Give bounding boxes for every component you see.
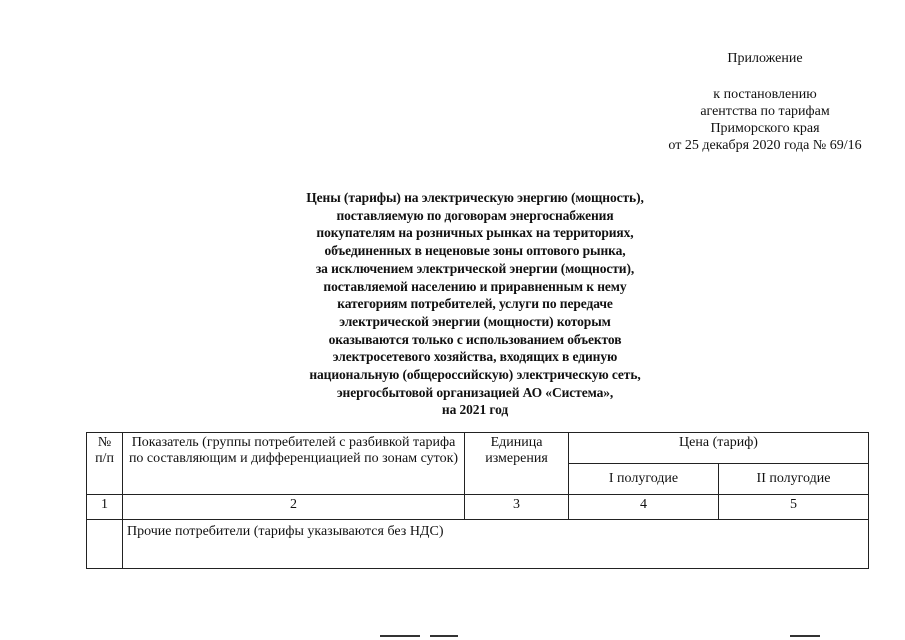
header-half1: I полугодие [569,464,719,495]
header-num: № п/п [87,433,123,495]
header-half2: II полугодие [719,464,869,495]
scan-mark [380,635,420,637]
header-price: Цена (тариф) [569,433,869,464]
title-line: национальную (общероссийскую) электрическую сеть, [309,367,641,383]
appendix-line: агентства по тарифам [700,104,830,119]
column-number: 3 [465,495,569,520]
document-title [255,189,695,419]
scan-mark [430,635,458,637]
column-number: 5 [719,495,869,520]
title-line: энергосбытовой организацией АО «Система», [336,384,614,400]
title-line: объединенных в неценовые зоны оптового рынка, [324,243,626,259]
empty-cell [87,520,123,569]
appendix-block [620,50,905,154]
category-label: Прочие потребители (тарифы указываются без НДС) [123,520,869,569]
appendix-line: от 25 декабря 2020 года № 69/16 [668,138,862,153]
title-line: категориям потребителей, услуги по передаче [337,296,613,312]
table-row [87,495,869,520]
page-edge-marks [0,632,905,640]
title-line: Цены (тарифы) на электрическую энергию (мощность), [306,190,644,205]
title-line: электросетевого хозяйства, входящих в единую [332,349,618,365]
table-row [87,520,869,569]
tariff-table [86,432,869,569]
header-indicator: Показатель (группы потребителей с разбивкой тарифа по составляющим и дифференциацией по зонам суток) [123,433,465,495]
table-header-row [87,433,869,464]
scan-mark [790,635,820,637]
appendix-line: к постановлению [713,87,817,102]
title-line: электрической энергии (мощности) которым [339,313,611,329]
title-line: за исключением электрической энергии (мощности), [315,260,635,276]
title-line: поставляемую по договорам энергоснабжения [336,207,614,223]
column-number: 2 [123,495,465,520]
appendix-line: Приморского края [710,121,820,136]
title-line: оказываются только с использованием объектов [328,331,622,347]
header-unit: Единица измерения [465,433,569,495]
column-number: 4 [569,495,719,520]
column-number: 1 [87,495,123,520]
title-line: покупателям на розничных рынках на территориях, [316,225,634,241]
title-line: поставляемой населению и приравненным к нему [323,278,627,294]
title-line: на 2021 год [441,402,509,418]
appendix-heading: Приложение [727,51,803,66]
